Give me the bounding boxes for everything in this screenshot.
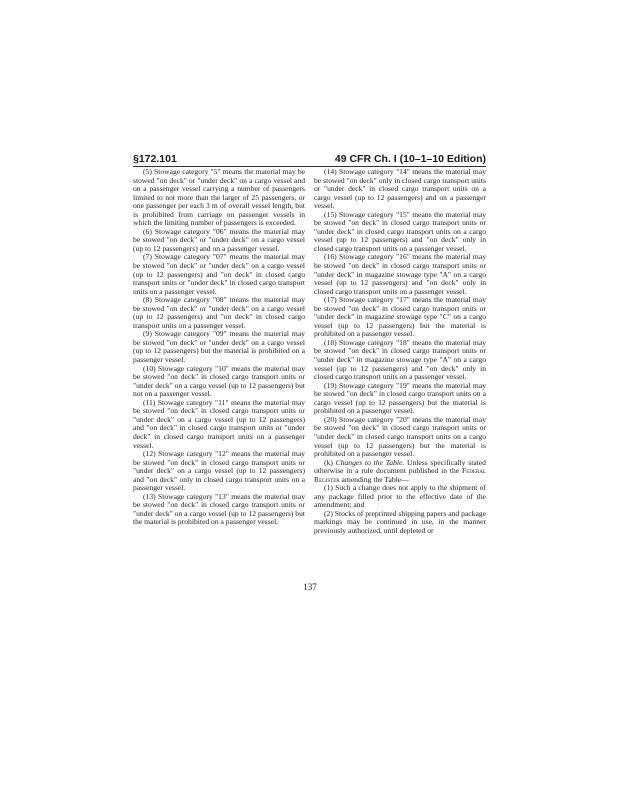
paragraph: (18) Stowage category "18" means the material may be stowed "on deck" in closed cargo transport units or "under deck" in magazine stowage type "A" on a cargo vessel (up to 12 passengers) and "on deck" only in closed cargo transport units on a passenger vessel. <box>314 337 486 382</box>
paragraph: (2) Stocks of preprinted shipping papers and package markings may be continued in use, in the manner previously authorized, until depleted or <box>314 508 486 535</box>
right-column <box>314 168 486 536</box>
paragraph: (15) Stowage category "15" means the material may be stowed "on deck" in closed cargo transport units or "under deck" in closed cargo transport units on a cargo vessel (up to 12 passengers) and "on deck" only in closed cargo transport units on a passenger vessel. <box>314 209 486 253</box>
paragraph: (20) Stowage category "20" means the material may be stowed "on deck" in closed cargo transport units or "under deck" in closed cargo transport units on a cargo vessel (up to 12 passengers) but the material is prohibited on a passenger vessel. <box>314 414 486 459</box>
paragraph: (14) Stowage category "14" means the material may be stowed "on deck" only in closed cargo transport units or "under deck" in closed cargo transport units on a cargo vessel (up to 12 passengers) and on a passenger vessel. <box>314 167 486 211</box>
paragraph-text: Unless specifically stated otherwise in a rule document published in the <box>314 457 486 476</box>
page-header <box>133 153 486 167</box>
paragraph: (11) Stowage category "11" means the material may be stowed "on deck" in closed cargo transport units or "under deck" on a cargo vessel (up to 12 passengers) and "on deck" in closed cargo transport units or "under deck" in closed cargo transport units on a passenger vessel. <box>133 397 305 450</box>
paragraph: (7) Stowage category "07" means the material may be stowed "on deck" or "under deck" on a cargo vessel (up to 12 passengers) and "on deck" in closed cargo transport units or "under deck" in closed cargo transport units on a passenger vessel. <box>133 252 305 296</box>
paragraph: (12) Stowage category "12" means the material may be stowed "on deck" in closed cargo transport units or "under deck" on a cargo vessel (up to 12 passengers) and "on deck" only in closed cargo transport units on a passenger vessel. <box>133 449 305 493</box>
page-number: 137 <box>303 582 317 592</box>
paragraph: (1) Such a change does not apply to the shipment of any package filled prior to the effective date of the amendment; and <box>314 483 486 510</box>
left-column <box>133 168 305 527</box>
document-title: 49 CFR Ch. I (10–1–10 Edition) <box>334 153 486 165</box>
paragraph: (6) Stowage category "06" means the material may be stowed "on deck" or "under deck" on a cargo vessel (up to 12 passengers) and on a passenger vessel. <box>133 226 305 253</box>
paragraph: (5) Stowage category "5" means the material may be stowed "on deck" or "under deck" on a cargo vessel and on a passenger vessel carrying a number of passengers limited to not more than the larger of 25 passengers, or one passenger per each 3 m of overall vessel length, but is prohibited from carriage on passenger vessels in which the limiting number of passengers is exceeded. <box>133 167 305 228</box>
paragraph: (16) Stowage category "16" means the material may be stowed "on deck" in closed cargo transport units or "under deck" in magazine stowage type "A" on a cargo vessel (up to 12 passengers) and "on deck" only in closed cargo transport units on a passenger vessel. <box>314 252 486 296</box>
paragraph: (13) Stowage category "13" means the material may be stowed "on deck" in closed cargo transport units or "under deck" on a cargo vessel (up to 12 passengers) but the material is prohibited on a passenger vessel. <box>133 491 305 527</box>
paragraph-text: amending the Table— <box>341 474 409 484</box>
paragraph: (8) Stowage category "08" means the material may be stowed "on deck" or "under deck" on a cargo vessel (up to 12 passengers) and "on deck" in closed cargo transport units on a passenger vessel. <box>133 295 305 330</box>
federal-register-name: Federal Register <box>314 466 486 484</box>
paragraph: (9) Stowage category "09" means the material may be stowed "on deck" or "under deck" on a cargo vessel (up to 12 passengers) but the material is prohibited on a passenger vessel. <box>133 329 305 365</box>
paragraph: (10) Stowage category "10" means the material may be stowed "on deck" in closed cargo transport units or "under deck" on a cargo vessel (up to 12 passengers) but not on a passenger vessel. <box>133 363 305 399</box>
paragraph: (19) Stowage category "19" means the material may be stowed "on deck" in closed cargo transport units on a cargo vessel (up to 12 passengers) but the material is prohibited on a passenger vessel. <box>314 380 486 416</box>
paragraph-changes-to-table <box>314 459 486 485</box>
paragraph: (17) Stowage category "17" means the material may be stowed "on deck" in closed cargo transport units or "under deck" in magazine stowage type "C" on a cargo vessel (up to 12 passengers) but the material is prohibited on a passenger vessel. <box>314 295 486 339</box>
paragraph-lead: (k) <box>324 457 333 467</box>
paragraph-heading: Changes to the Table. <box>335 457 405 467</box>
section-number: §172.101 <box>133 153 177 165</box>
